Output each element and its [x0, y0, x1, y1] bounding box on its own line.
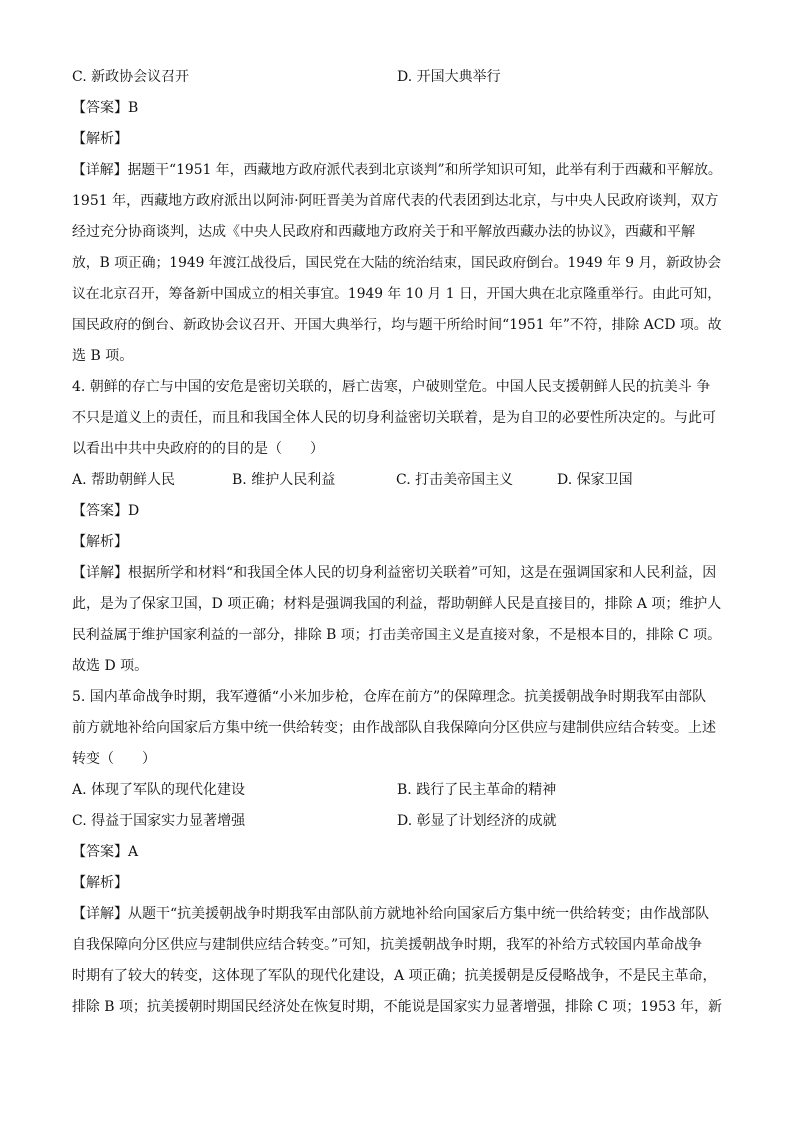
q3-detail-line: 1951 年，西藏地方政府派出以阿沛·阿旺晋美为首席代表的代表团到达北京，与中央人民政府谈判，双方	[72, 193, 719, 209]
q5-detail-line: 排除 B 项；抗美援朝时期国民经济处在恢复时期，不能说是国家实力显著增强，排除 C 项；1953 年，新	[72, 999, 722, 1015]
document-page	[72, 62, 722, 1023]
answer-value: B	[128, 100, 139, 116]
detail-tag: 【详解】	[72, 565, 128, 581]
q4-answer	[72, 496, 722, 527]
q5-answer	[72, 837, 722, 868]
q4-option-d[interactable]: D. 保家卫国	[557, 472, 633, 488]
q4-stem-line: 以看出中共中央政府的的目的是（ ）	[72, 441, 324, 457]
q5-analysis-tag: 【解析】	[72, 875, 128, 891]
q3-analysis-tag: 【解析】	[72, 131, 128, 147]
q3-detail-line: 放，B 项正确；1949 年渡江战役后，国民党在大陆的统治结束，国民政府倒台。1949 年 9 月，新政协会	[72, 255, 722, 271]
q5-option-c[interactable]: C. 得益于国家实力显著增强	[72, 813, 246, 829]
q3-detail-line: 议在北京召开，筹备新中国成立的相关事宜。1949 年 10 月 1 日，开国大典在北京隆重举行。由此可知，	[72, 286, 722, 302]
q4-analysis-tag: 【解析】	[72, 534, 128, 550]
detail-tag: 【详解】	[72, 906, 128, 922]
q5-stem-line: 5. 国内革命战争时期，我军遵循“小米加步枪，仓库在前方”的保障理念。抗美援朝战争时期我军由部队	[72, 689, 707, 705]
q4-detail-line: 【详解】根据所学和材料“和我国全体人民的切身利益密切关联着”可知，这是在强调国家和人民利益，因	[72, 565, 717, 581]
q5-stem-line: 前方就地补给向国家后方集中统一供给转变；由作战部队自我保障向分区供应与建制供应结合转变。上述	[72, 720, 716, 736]
q3-option-c[interactable]: C. 新政协会议召开	[72, 69, 190, 85]
answer-value: D	[128, 503, 140, 519]
q5-option-d[interactable]: D. 彰显了计划经济的成就	[397, 813, 557, 829]
q3-answer	[72, 93, 722, 124]
q5-detail-line: 时期有了较大的转变，这体现了军队的现代化建设，A 项正确；抗美援朝是反侵略战争，不是民主革命，	[72, 968, 717, 984]
q5-stem-line: 转变（ ）	[72, 751, 156, 767]
answer-tag: 【答案】	[72, 100, 128, 116]
q5-detail-line: 自我保障向分区供应与建制供应结合转变。”可知，抗美援朝战争时期，我军的补给方式较国内革命战争	[72, 937, 703, 953]
q4-option-b[interactable]: B. 维护人民利益	[232, 472, 336, 488]
q4-stem-line: 不只是道义上的责任，而且和我国全体人民的切身利益密切关联着，是为自卫的必要性所决定的。与此可	[72, 410, 716, 426]
q3-option-d[interactable]: D. 开国大典举行	[397, 69, 501, 85]
answer-tag: 【答案】	[72, 844, 128, 860]
q4-stem-line: 4. 朝鲜的存亡与中国的安危是密切关联的，唇亡齿寒，户破则堂危。中国人民支援朝鲜人民的抗美斗 争	[72, 379, 711, 395]
q3-detail-line: 国民政府的倒台、新政协会议召开、开国大典举行，均与题干所给时间“1951 年”不符，排除 ACD 项。故	[72, 317, 722, 333]
q5-option-b[interactable]: B. 践行了民主革命的精神	[397, 782, 557, 798]
q3-options-cd	[72, 62, 722, 93]
q5-detail-line: 【详解】从题干“抗美援朝战争时期我军由部队前方就地补给向国家后方集中统一供给转变；由作战部队	[72, 906, 710, 922]
q4-options	[72, 465, 722, 496]
q5-options-cd	[72, 806, 722, 837]
q4-detail-line: 民利益属于维护国家利益的一部分，排除 B 项；打击美帝国主义是直接对象，不是根本目的，排除 C 项。	[72, 627, 721, 643]
q3-detail-line: 经过充分协商谈判，达成《中央人民政府和西藏地方政府关于和平解放西藏办法的协议》，西藏和平解	[72, 224, 695, 240]
q4-option-a[interactable]: A. 帮助朝鲜人民	[72, 472, 176, 488]
q3-detail-line: 选 B 项。	[72, 348, 134, 364]
detail-tag: 【详解】	[72, 162, 128, 178]
q4-option-c[interactable]: C. 打击美帝国主义	[396, 472, 514, 488]
q4-detail-line: 此，是为了保家卫国，D 项正确；材料是强调我国的利益，帮助朝鲜人民是直接目的，排除 A 项；维护人	[72, 596, 722, 612]
answer-value: A	[128, 844, 139, 860]
answer-tag: 【答案】	[72, 503, 128, 519]
q3-detail-line: 【详解】据题干“1951 年，西藏地方政府派代表到北京谈判”和所学知识可知，此举有利于西藏和平解放。	[72, 162, 722, 178]
q5-options-ab	[72, 775, 722, 806]
q5-option-a[interactable]: A. 体现了军队的现代化建设	[72, 782, 246, 798]
q4-detail-line: 故选 D 项。	[72, 658, 149, 674]
